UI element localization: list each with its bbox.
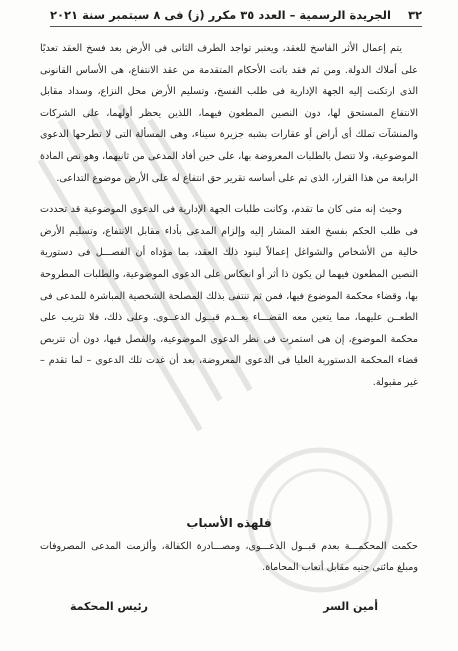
secretary-signature: أمين السر (323, 600, 378, 613)
header-divider (50, 26, 422, 27)
page-number: ٣٢ (407, 8, 422, 22)
grounds-heading: فلهذه الأسباب (186, 516, 272, 530)
president-signature: رئيس المحكمة (70, 600, 148, 613)
journal-issue-line: الجريدة الرسمية – العدد ٣٥ مكرر (ز) فى ٨ سبتمبر سنة ٢٠٢١ (50, 8, 391, 22)
decision-block (40, 536, 418, 578)
judgment-body (40, 38, 418, 394)
signatures (70, 600, 378, 613)
decision-text: حكمت المحكمـــة بعدم قبــول الدعـــوى، ومصـــادرة الكفالة، وألزمت المدعى المصروفات ومبلغ مائتى جنيه مقابل أتعاب المحاماة. (40, 541, 418, 573)
paragraph-1: يتم إعمال الأثر الفاسخ للعقد، ويعتبر تواجد الطرف الثانى فى الأرض بعد فسخ العقد تعديًا على أملاك الدولة. ومن ثم فقد باتت الأحكام المتقدمة من عقد الانتفاع، هى الأساس القانونى الذى ارتكنت إليه الجهة الإدارية فى طلب الفسخ، وتسليم الأرض محل النزاع، وسداد مقابل الانتفاع المستحق لها، دون النصين المطعون فيهما، اللذين يحظر أولهما، على الشركات والمنشآت تملك أى أراض أو عقارات بشبه جزيرة سيناء، وهى المسألة التى لا تطرحها الدعوى الموضوعية، ولا تتصل بالطلبات المعروضة بها، على حين أفاد المدعى من ثانيهما، وهو نص المادة الرابعة من هذا القرار، الذى تم على أساسه تقرير حق انتفاع له على الأرض موضوع التداعى. (40, 43, 418, 184)
paragraph-2: وحيث إنه متى كان ما تقدم، وكانت طلبات الجهة الإدارية فى الدعوى الموضوعية قد تحددت فى طلب الحكم بفسخ العقد المشار إليه وإلزام المدعى بأداء مقابل الانتفاع، وتسليم الأرض خالية من الأشخاص والشواغل إعمالاً لبنود ذلك العقد، بما مؤداه أن الفصـــل فى دستورية النصين المطعون فيهما لن يكون ذا أثر أو انعكاس على الدعوى الموضوعية، والطلبات المطروحة بها، وقضاء محكمة الموضوع فيها، فمن ثم تنتفى بذلك المصلحة الشخصية المباشرة للمدعى فى الطعــن عليهما، مما يتعين معه القضـــاء بعــدم قبــول الدعــوى. وعلى ذلك، فلا تثريب على محكمة الموضوع، إن هى استمرت فى نظر الدعوى الموضوعية، والفصل فيها، دون أن تتربص قضاء المحكمة الدستورية العليا فى الدعوى المعروضة، بعد أن غدت تلك الدعوى – لما تقدم – غير مقبولة. (40, 204, 418, 388)
page-header (50, 8, 422, 22)
